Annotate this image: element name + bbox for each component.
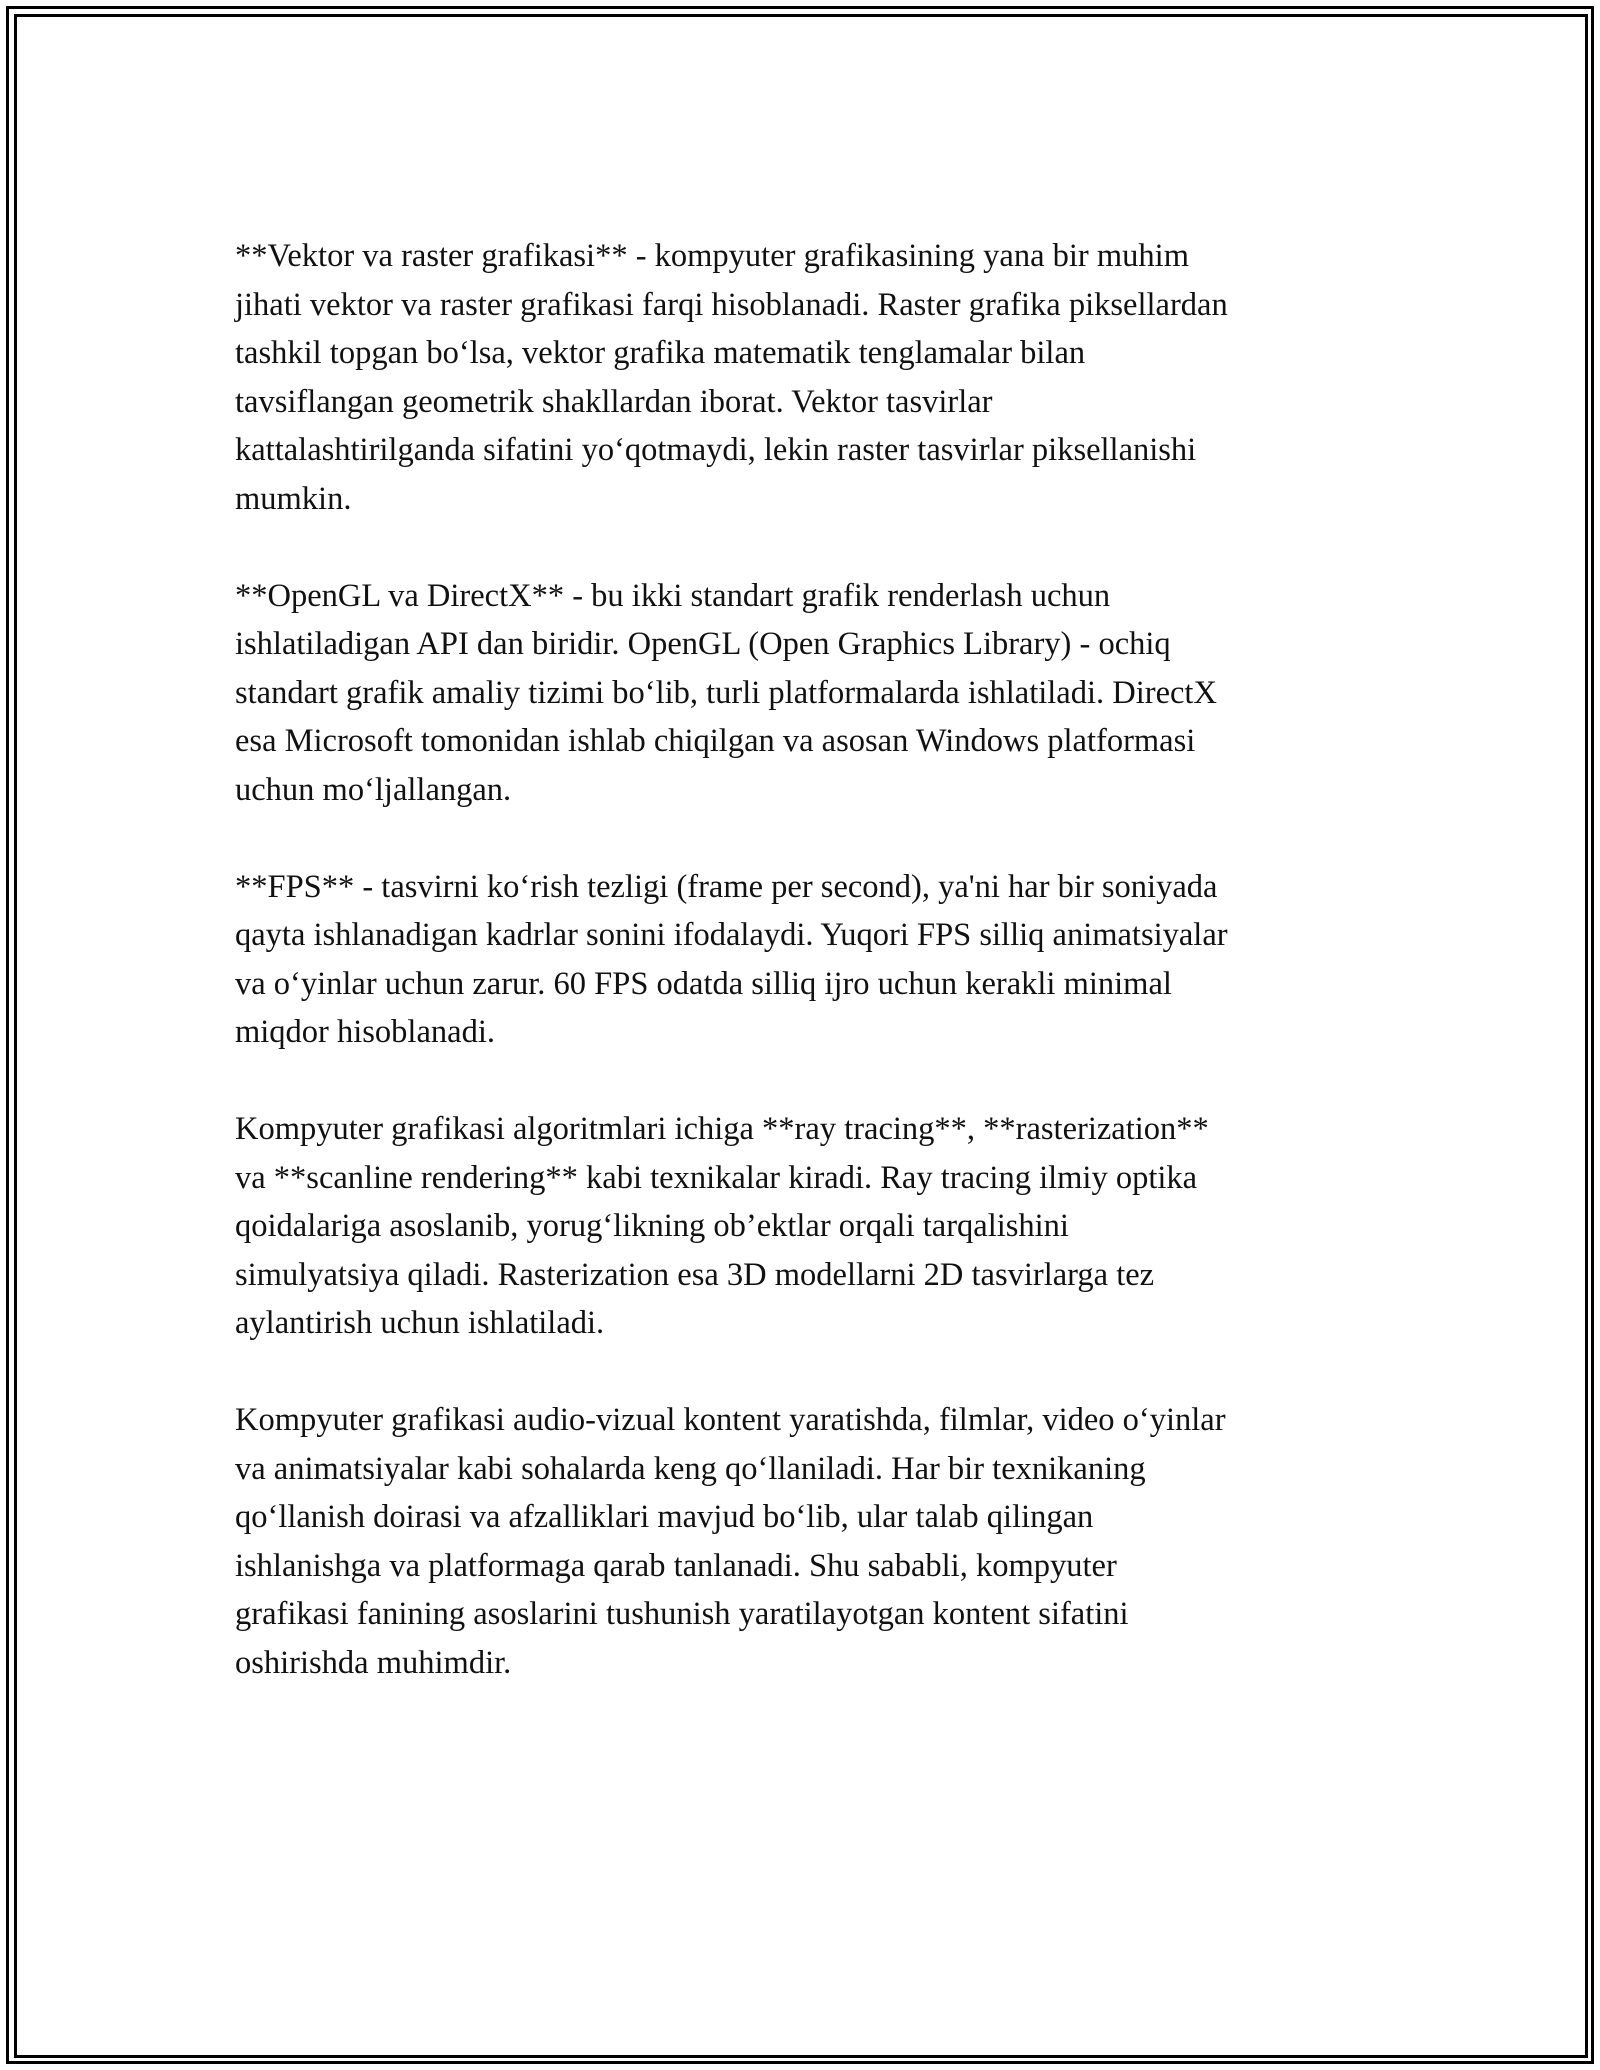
paragraph-vector-raster: **Vektor va raster grafikasi** - kompyuter grafikasining yana bir muhim jihati vektor va raster grafikasi farqi hisoblanadi. Raster grafika piksellardan tashkil topgan bo‘lsa, vektor grafika matematik tenglamalar bilan tavsiflangan geometrik shakllardan iborat. Vektor tasvirlar kattalashtirilganda sifatini yo‘qotmaydi, lekin raster tasvirlar piksellanishi mumkin. (235, 238, 1228, 517)
document-body (235, 232, 1375, 1687)
paragraph-algorithms: Kompyuter grafikasi algoritmlari ichiga **ray tracing**, **rasterization** va **scanline rendering** kabi texnikalar kiradi. Ray tracing ilmiy optika qoidalariga asoslanib, yorug‘likning ob’ektlar orqali tarqalishini simulyatsiya qiladi. Rasterization esa 3D modellarni 2D tasvirlarga tez aylantirish uchun ishlatiladi. (235, 1111, 1209, 1341)
paragraph-opengl-directx: **OpenGL va DirectX** - bu ikki standart grafik renderlash uchun ishlatiladigan API dan biridir. OpenGL (Open Graphics Library) - ochiq standart grafik amaliy tizimi bo‘lib, turli platformalarda ishlatiladi. DirectX esa Microsoft tomonidan ishlab chiqilgan va asosan Windows platformasi uchun mo‘ljallangan. (235, 577, 1217, 808)
paragraph-applications: Kompyuter grafikasi audio-vizual kontent yaratishda, filmlar, video o‘yinlar va animatsiyalar kabi sohalarda keng qo‘llaniladi. Har bir texnikaning qo‘llanish doirasi va afzalliklari mavjud bo‘lib, ular talab qilingan ishlanishga va platformaga qarab tanlanadi. Shu sababli, kompyuter grafikasi fanining asoslarini tushunish yaratilayotgan kontent sifatini oshirishda muhimdir. (235, 1402, 1226, 1681)
paragraph-fps: **FPS** - tasvirni ko‘rish tezligi (frame per second), ya'ni har bir soniyada qayta ishlanadigan kadrlar sonini ifodalaydi. Yuqori FPS silliq animatsiyalar va o‘yinlar uchun zarur. 60 FPS odatda silliq ijro uchun kerakli minimal miqdor hisoblanadi. (235, 868, 1228, 1050)
